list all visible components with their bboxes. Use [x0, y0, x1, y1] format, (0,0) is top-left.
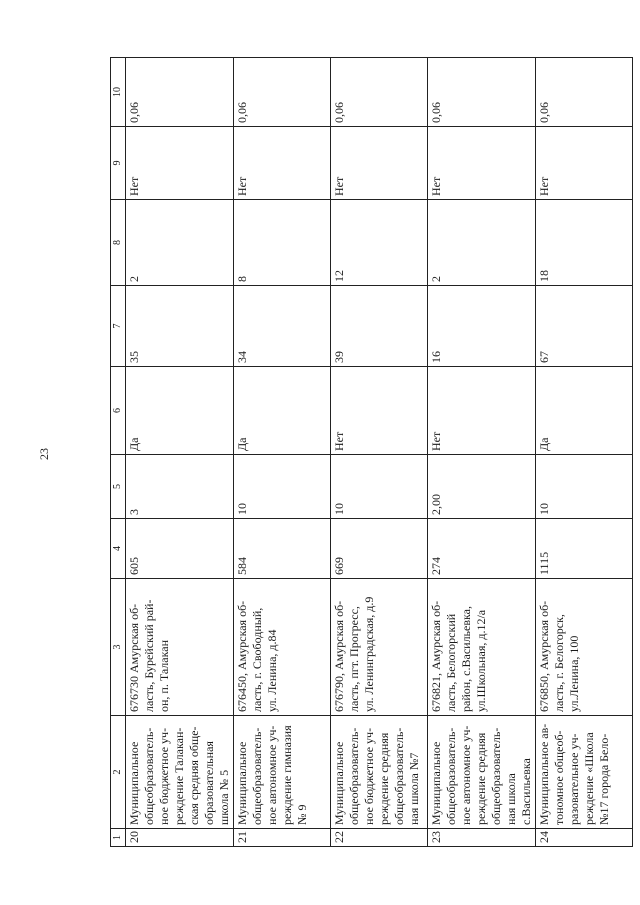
table-row [234, 58, 331, 847]
cell-col9: Нет [331, 127, 428, 200]
school-address: 676850, Амурская об- ласть, г. Белогорск, ул.Ленина, 100 [536, 579, 633, 716]
header-cell: 10 [111, 58, 126, 127]
school-address: 676450, Амурская об- ласть, г. Свободный, ул. Ленина, д.84 [234, 579, 331, 716]
cell-col4: 584 [234, 519, 331, 579]
cell-col10: 0,06 [126, 58, 234, 127]
page-number: 23 [37, 448, 51, 460]
header-cell: 4 [111, 519, 126, 579]
header-cell: 7 [111, 286, 126, 367]
header-cell: 9 [111, 127, 126, 200]
school-name: Муниципальное общеобразователь- ное бюджетное уч- реждение Талакан- ская средняя обще- образовательная школа № 5 [126, 716, 234, 829]
table-row [428, 58, 536, 847]
cell-col8: 8 [234, 200, 331, 286]
cell-col10: 0,06 [536, 58, 633, 127]
school-name: Муниципальное общеобразователь- ное бюджетное уч- реждение средняя общеобразователь- ная школа №7 [331, 716, 428, 829]
cell-col4: 1115 [536, 519, 633, 579]
cell-col8: 12 [331, 200, 428, 286]
cell-col10: 0,06 [331, 58, 428, 127]
row-number: 21 [234, 829, 331, 847]
header-cell: 1 [111, 829, 126, 847]
header-cell: 8 [111, 200, 126, 286]
cell-col9: Нет [536, 127, 633, 200]
cell-col7: 67 [536, 286, 633, 367]
cell-col4: 669 [331, 519, 428, 579]
cell-col6: Нет [331, 367, 428, 455]
cell-col6: Да [536, 367, 633, 455]
table-header-row [111, 58, 126, 847]
table-row [536, 58, 633, 847]
cell-col7: 16 [428, 286, 536, 367]
cell-col4: 274 [428, 519, 536, 579]
cell-col4: 605 [126, 519, 234, 579]
table-row [331, 58, 428, 847]
rotated-table-container [110, 58, 610, 847]
cell-col8: 2 [126, 200, 234, 286]
school-name: Муниципальное общеобразователь- ное автономное уч- реждение средняя общеобразователь- ная школа с.Васильевка [428, 716, 536, 829]
row-number: 20 [126, 829, 234, 847]
cell-col5: 10 [536, 455, 633, 519]
school-address: 676821, Амурская об- ласть, Белогорский район, с.Васильевка, ул.Школьная, д.12/а [428, 579, 536, 716]
cell-col8: 2 [428, 200, 536, 286]
header-cell: 5 [111, 455, 126, 519]
school-name: Муниципальное общеобразователь- ное автономное уч- реждение гимназия № 9 [234, 716, 331, 829]
cell-col5: 10 [234, 455, 331, 519]
cell-col10: 0,06 [428, 58, 536, 127]
cell-col6: Да [126, 367, 234, 455]
cell-col5: 10 [331, 455, 428, 519]
header-cell: 3 [111, 579, 126, 716]
schools-table [110, 57, 633, 847]
school-name: Муниципальное ав- тономное общеоб- разовательное уч- реждение «Школа №17 города Бело- [536, 716, 633, 829]
cell-col6: Нет [428, 367, 536, 455]
cell-col7: 39 [331, 286, 428, 367]
cell-col7: 34 [234, 286, 331, 367]
cell-col9: Нет [234, 127, 331, 200]
school-address: 676730 Амурская об- ласть, Бурейский рай- он, п. Талакан [126, 579, 234, 716]
school-address: 676790, Амурская об- ласть, пгт. Прогресс, ул. Ленинградская, д.9 [331, 579, 428, 716]
row-number: 23 [428, 829, 536, 847]
cell-col9: Нет [126, 127, 234, 200]
row-number: 24 [536, 829, 633, 847]
cell-col9: Нет [428, 127, 536, 200]
table-row [126, 58, 234, 847]
cell-col6: Да [234, 367, 331, 455]
cell-col8: 18 [536, 200, 633, 286]
cell-col7: 35 [126, 286, 234, 367]
header-cell: 6 [111, 367, 126, 455]
header-cell: 2 [111, 716, 126, 829]
cell-col5: 2,00 [428, 455, 536, 519]
cell-col10: 0,06 [234, 58, 331, 127]
row-number: 22 [331, 829, 428, 847]
cell-col5: 3 [126, 455, 234, 519]
